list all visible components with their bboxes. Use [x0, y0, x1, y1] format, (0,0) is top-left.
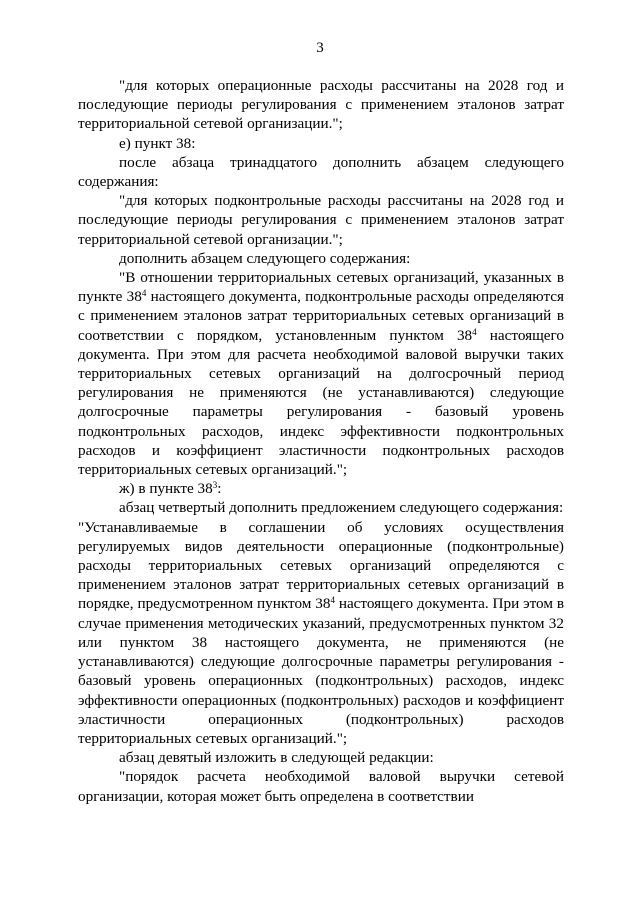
paragraph-item-zh [78, 479, 564, 498]
superscript: 4 [472, 326, 477, 337]
text-run: настоящего документа, подконтрольные расходы определяются с применением эталонов затрат территориальных сетевых организаций в соответствии с порядком, установленным пунктом 38 [78, 288, 564, 344]
superscript: 3 [212, 480, 218, 491]
paragraph-fourth-abzac: абзац четвертый дополнить предложением следующего содержания: [119, 499, 564, 517]
paragraph-quote-agreement [78, 518, 564, 748]
page-number: 3 [316, 40, 324, 56]
text-run: настоящего документа. При этом для расчета необходимой валовой выручки таких территориальных сетевых организаций на долгосрочный период регулирования не применяются (не устанавливаются) следующие долгосрочные параметры регулирования - базовый уровень подконтрольных расходов, индекс эффективности подконтрольных расходов и коэффициент эластичности подконтрольных расходов территориальных сетевых организаций."; [78, 326, 564, 479]
text-run: "Устанавливаемые в соглашении об условиях осуществления регулируемых видов деятельности операционные (подконтрольные) расходы территориальных сетевых организаций определяются с применением эталонов затрат территориальных сетевых организаций в порядке, предусмотренном пунктом 38 [78, 518, 564, 613]
superscript: 4 [141, 288, 147, 299]
paragraph-quote-procedure: "порядок расчета необходимой валовой выручки сетевой организации, которая может быть определена в соответствии [78, 768, 564, 805]
text-run: : [217, 480, 222, 498]
paragraph-after-thirteenth: после абзаца тринадцатого дополнить абзацем следующего содержания: [78, 153, 564, 191]
document-body [78, 76, 564, 806]
text-run: "В отношении территориальных сетевых организаций, указанных в пункте 38 [78, 269, 564, 306]
paragraph-add-abzac: дополнить абзацем следующего содержания: [119, 249, 411, 267]
paragraph-item-e: е) пункт 38: [119, 134, 196, 152]
text-run: настоящего документа. При этом в случае применения методических указаний, предусмотренных пунктом 32 или пунктом 38 настоящего документа, не применяются (не устанавливаются) следующие долгосрочные параметры регулирования - базовый уровень операционных (подконтрольных) расходов, индекс эффективности операционных (подконтрольных) расходов и коэффициент эластичности операционных (подконтрольных) расходов территориальных сетевых организаций."; [78, 595, 564, 747]
superscript: 4 [330, 595, 335, 606]
paragraph-ninth-abzac: абзац девятый изложить в следующей редакции: [119, 749, 434, 767]
paragraph-quote-operational: "для которых операционные расходы рассчитаны на 2028 год и последующие периоды регулирования с применением эталонов затрат территориальной сетевой организации."; [78, 77, 564, 133]
paragraph-quote-controlled: "для которых подконтрольные расходы рассчитаны на 2028 год и последующие периоды регулирования с применением эталонов затрат территориальной сетевой организации."; [78, 192, 564, 248]
paragraph-quote-territorial [78, 268, 564, 479]
text-run: ж) в пункте 38 [119, 480, 213, 498]
